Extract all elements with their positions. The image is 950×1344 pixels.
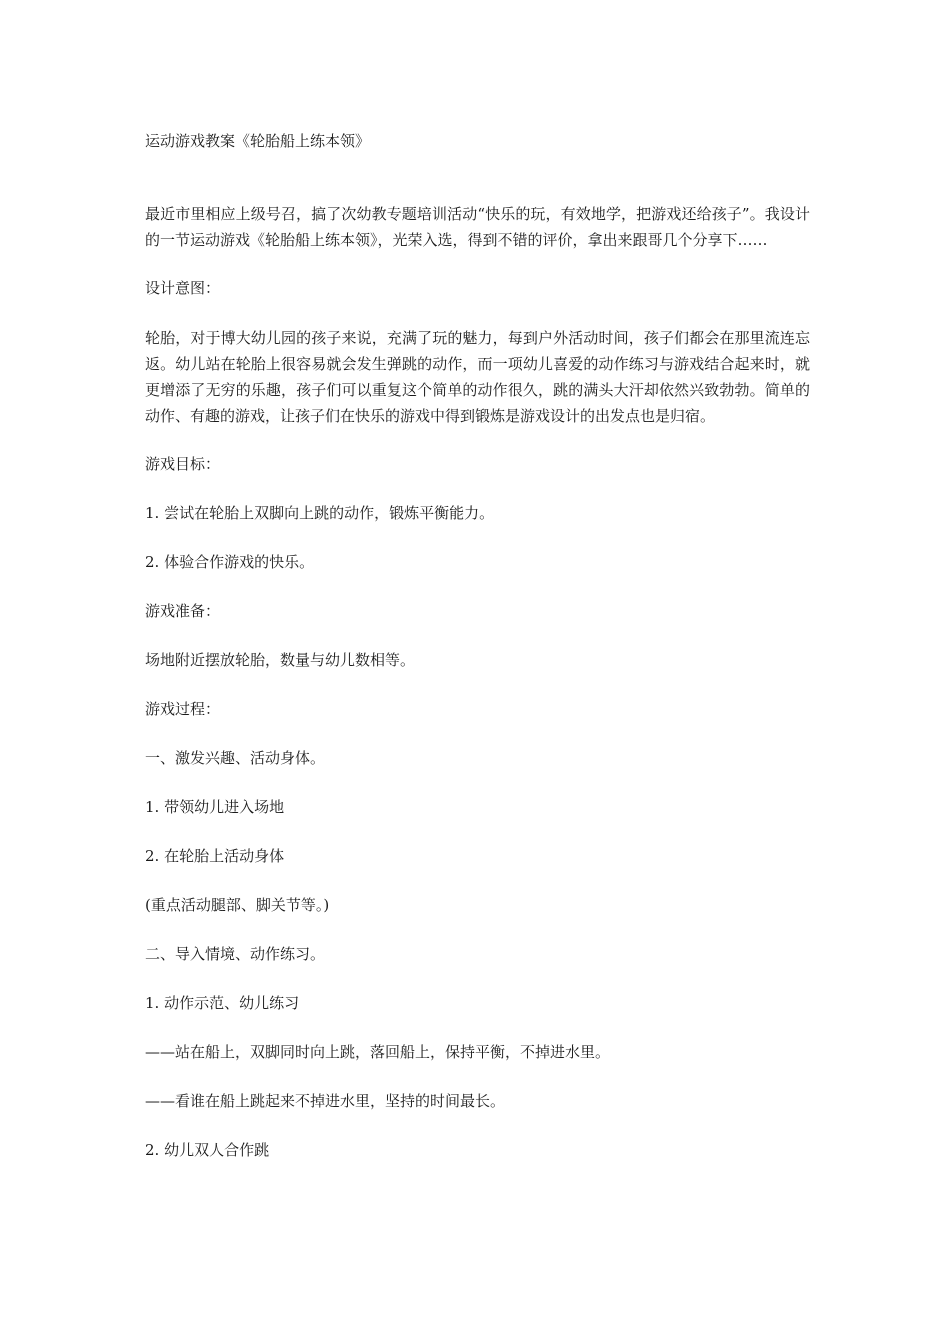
paragraph-intro: 最近市里相应上级号召，搞了次幼教专题培训活动“快乐的玩，有效地学，把游戏还给孩子”。我设计的一节运动游戏《轮胎船上练本领》，光荣入选，得到不错的评价，拿出来跟哥几个分享下…… bbox=[145, 205, 810, 249]
process-step-1-2: 2. 在轮胎上活动身体 bbox=[145, 847, 285, 865]
process-dash-item-2: ——看谁在船上跳起来不掉进水里，坚持的时间最长。 bbox=[145, 1092, 506, 1110]
document-title: 运动游戏教案《轮胎船上练本领》 bbox=[145, 132, 371, 150]
process-section-1: 一、激发兴趣、活动身体。 bbox=[145, 749, 326, 767]
paragraph-design-intent: 轮胎，对于博大幼儿园的孩子来说，充满了玩的魅力，每到户外活动时间，孩子们都会在那里流连忘返。幼儿站在轮胎上很容易就会发生弹跳的动作，而一项幼儿喜爱的动作练习与游戏结合起来时，就更增添了无穷的乐趣，孩子们可以重复这个简单的动作很久，跳的满头大汗却依然兴致勃勃。简单的动作、有趣的游戏，让孩子们在快乐的游戏中得到锻炼是游戏设计的出发点也是归宿。 bbox=[145, 329, 810, 425]
paragraph-preparation: 场地附近摆放轮胎，数量与幼儿数相等。 bbox=[145, 651, 416, 669]
process-section-2: 二、导入情境、动作练习。 bbox=[145, 945, 326, 963]
heading-design-intent: 设计意图： bbox=[145, 279, 221, 297]
goal-item-2: 2. 体验合作游戏的快乐。 bbox=[145, 553, 315, 571]
process-dash-item-1: ——站在船上，双脚同时向上跳，落回船上，保持平衡，不掉进水里。 bbox=[145, 1043, 611, 1061]
heading-game-process: 游戏过程： bbox=[145, 700, 221, 718]
process-step-1-1: 1. 带领幼儿进入场地 bbox=[145, 798, 285, 816]
heading-game-preparation: 游戏准备： bbox=[145, 602, 221, 620]
document-body bbox=[145, 201, 810, 1187]
process-step-2-2: 2. 幼儿双人合作跳 bbox=[145, 1141, 270, 1159]
heading-game-goals: 游戏目标： bbox=[145, 455, 221, 473]
goal-item-1: 1. 尝试在轮胎上双脚向上跳的动作，锻炼平衡能力。 bbox=[145, 504, 495, 522]
process-note: (重点活动腿部、脚关节等。) bbox=[145, 896, 330, 914]
process-step-2-1: 1. 动作示范、幼儿练习 bbox=[145, 994, 300, 1012]
